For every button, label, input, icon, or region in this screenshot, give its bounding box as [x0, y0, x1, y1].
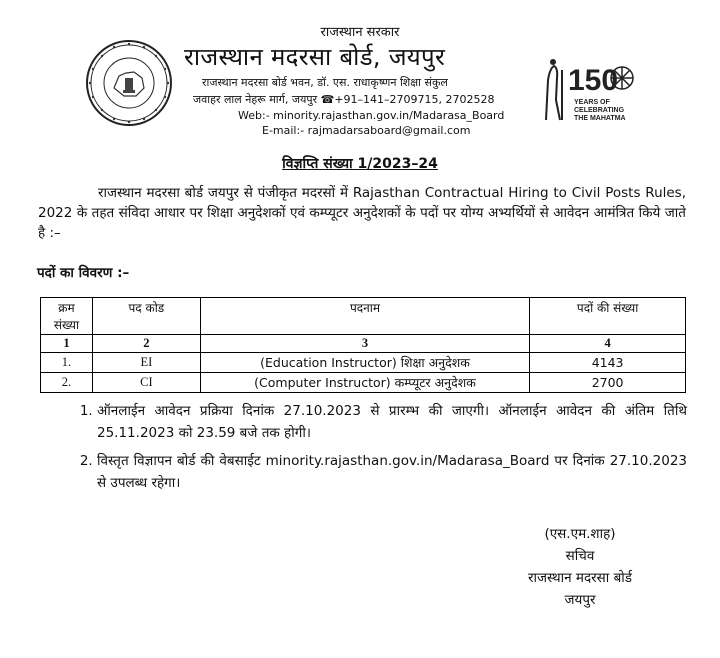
- government-title: राजस्थान सरकार: [320, 25, 400, 40]
- gandhi-150-logo: [540, 50, 640, 140]
- code-cell: EI: [92, 353, 200, 373]
- instructions-list: [75, 400, 687, 500]
- address-line-2: जवाहर लाल नेहरू मार्ग, जयपुर ☎+91–141–2709715, 2702528: [193, 93, 495, 106]
- serial-cell: 2.: [41, 373, 93, 393]
- table-row: [41, 373, 686, 393]
- table-header-row: [41, 298, 686, 335]
- code-cell: CI: [92, 373, 200, 393]
- post-count-cell: 4143: [530, 353, 686, 373]
- logo-text-line-2: CELEBRATING: [574, 107, 625, 114]
- list-item: 1. ऑनलाईन आवेदन प्रक्रिया दिनांक 27.10.2023 से प्रारम्भ की जाएगी। ऑनलाईन आवेदन की अंतिम तिथि 25.11.2023 को 23.59 बजे तक होगी।: [97, 400, 687, 444]
- address-line-1: राजस्थान मदरसा बोर्ड भवन, डॉ. एस. राधाकृष्णन शिक्षा संकुल: [202, 76, 448, 89]
- email-link[interactable]: E-mail:- rajmadarsaboard@gmail.com: [262, 124, 471, 137]
- website-link[interactable]: Web:- minority.rajasthan.gov.in/Madarasa_Board: [238, 109, 505, 122]
- intro-text: राजस्थान मदरसा बोर्ड जयपुर से पंजीकृत मदरसों में Rajasthan Contractual Hiring to Civil Posts Rules, 2022 के तहत संविदा आधार पर शिक्षा अनुदेशकों एवं कम्प्यूटर अनुदेशकों के पदों पर योग्य अभ्यर्थियों से आवेदन आमंत्रित किये जाते है :–: [38, 185, 686, 241]
- posts-heading: पदों का विवरण :–: [37, 265, 130, 281]
- index-cell: 3: [200, 335, 529, 353]
- col-header-serial: क्रम संख्या: [41, 298, 93, 335]
- post-count-cell: 2700: [530, 373, 686, 393]
- col-header-code: पद कोड: [92, 298, 200, 335]
- col-header-post-name: पदनाम: [200, 298, 529, 335]
- post-name-cell: (Computer Instructor) कम्प्यूटर अनुदेशक: [200, 373, 529, 393]
- list-item: 2. विस्तृत विज्ञापन बोर्ड की वेबसाईट minority.rajasthan.gov.in/Madarasa_Board पर दिनांक 27.10.2023 से उपलब्ध रहेगा।: [97, 450, 687, 494]
- board-seal-icon: [84, 38, 174, 128]
- serial-cell: 1.: [41, 353, 93, 373]
- signature-block: [500, 523, 660, 611]
- board-name: राजस्थान मदरसा बोर्ड, जयपुर: [184, 43, 446, 71]
- logo-text-line-3: THE MAHATMA: [574, 115, 626, 122]
- index-cell: 1: [41, 335, 93, 353]
- col-header-post-count: पदों की संख्या: [530, 298, 686, 335]
- logo-text-line-1: YEARS OF: [574, 99, 610, 106]
- post-name-cell: (Education Instructor) शिक्षा अनुदेशक: [200, 353, 529, 373]
- signatory-city: जयपुर: [564, 592, 596, 608]
- notice-number-text: विज्ञप्ति संख्या 1/2023–24: [282, 156, 438, 172]
- signatory-designation: सचिव: [565, 548, 595, 564]
- table-row: [41, 353, 686, 373]
- intro-paragraph: [38, 183, 686, 243]
- index-cell: 4: [530, 335, 686, 353]
- signatory-name: (एस.एम.शाह): [544, 526, 616, 542]
- posts-table: [40, 297, 686, 393]
- signatory-office: राजस्थान मदरसा बोर्ड: [527, 570, 633, 586]
- index-cell: 2: [92, 335, 200, 353]
- charkha-wheel-icon: [611, 67, 633, 89]
- table-index-row: [41, 335, 686, 353]
- logo-150-number: 150: [568, 64, 619, 97]
- notice-number: [0, 154, 720, 173]
